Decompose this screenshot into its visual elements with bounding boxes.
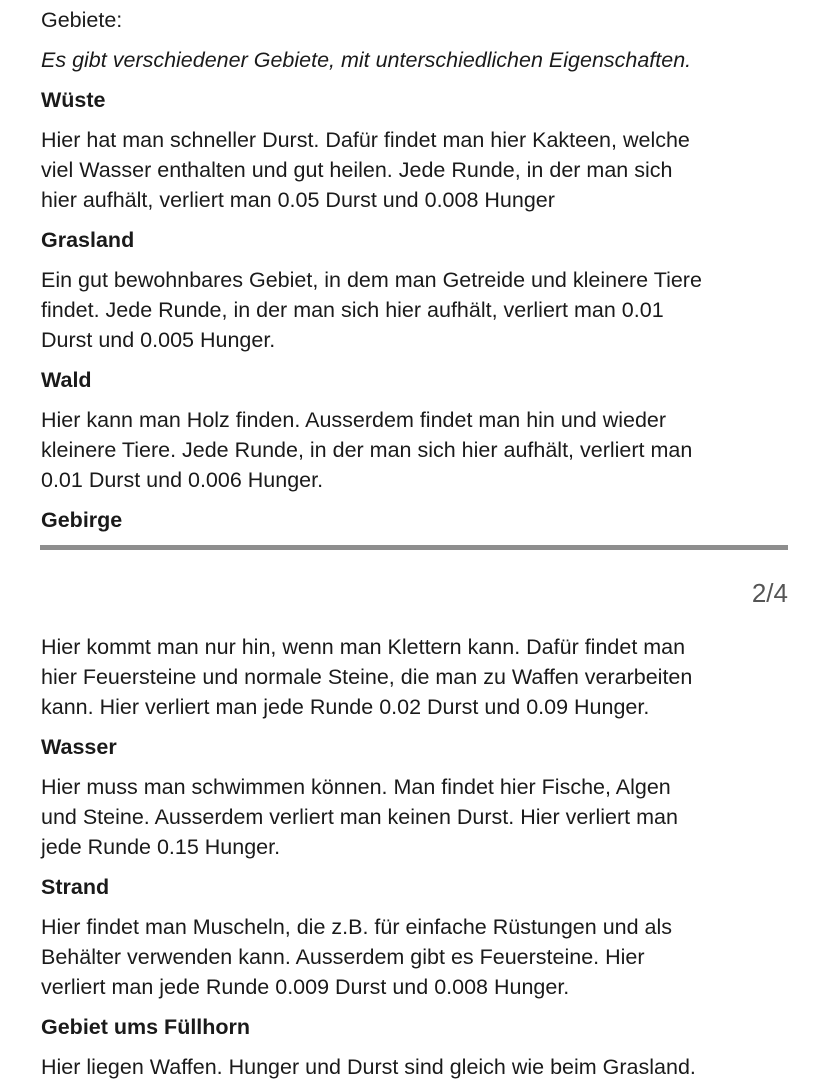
paragraph-line: viel Wasser enthalten und gut heilen. Jede Runde, in der man sich bbox=[41, 158, 673, 182]
section-label: Gebiete: bbox=[41, 8, 123, 32]
heading-wald: Wald bbox=[41, 368, 92, 392]
paragraph-line: 0.01 Durst und 0.006 Hunger. bbox=[41, 468, 324, 492]
paragraph-line: Durst und 0.005 Hunger. bbox=[41, 328, 276, 352]
paragraph-line: Ein gut bewohnbares Gebiet, in dem man Getreide und kleinere Tiere bbox=[41, 268, 702, 292]
paragraph-line: verliert man jede Runde 0.009 Durst und 0.008 Hunger. bbox=[41, 975, 570, 999]
paragraph-line: Hier hat man schneller Durst. Dafür findet man hier Kakteen, welche bbox=[41, 128, 690, 152]
paragraph-line: kann. Hier verliert man jede Runde 0.02 Durst und 0.09 Hunger. bbox=[41, 695, 650, 719]
paragraph-line: und Steine. Ausserdem verliert man keinen Durst. Hier verliert man bbox=[41, 805, 678, 829]
paragraph-line: kleinere Tiere. Jede Runde, in der man sich hier aufhält, verliert man bbox=[41, 438, 693, 462]
paragraph-line: Hier muss man schwimmen können. Man findet hier Fische, Algen bbox=[41, 775, 671, 799]
heading-wasser: Wasser bbox=[41, 735, 117, 759]
paragraph-line: Hier liegen Waffen. Hunger und Durst sind gleich wie beim Grasland. bbox=[41, 1055, 696, 1079]
paragraph-line: findet. Jede Runde, in der man sich hier aufhält, verliert man 0.01 bbox=[41, 298, 664, 322]
paragraph-line: Hier kann man Holz finden. Ausserdem findet man hin und wieder bbox=[41, 408, 667, 432]
page-number: 2/4 bbox=[751, 578, 788, 608]
paragraph-line: hier Feuersteine und normale Steine, die man zu Waffen verarbeiten bbox=[41, 665, 693, 689]
paragraph-line: jede Runde 0.15 Hunger. bbox=[41, 835, 281, 859]
heading-wueste: Wüste bbox=[41, 88, 106, 112]
heading-grasland: Grasland bbox=[41, 228, 135, 252]
heading-fuellhorn: Gebiet ums Füllhorn bbox=[41, 1015, 251, 1039]
paragraph-line: Behälter verwenden kann. Ausserdem gibt es Feuersteine. Hier bbox=[41, 945, 645, 969]
paragraph-line: hier aufhält, verliert man 0.05 Durst und 0.008 Hunger bbox=[41, 188, 555, 212]
paragraph-line: Hier findet man Muscheln, die z.B. für einfache Rüstungen und als bbox=[41, 915, 673, 939]
heading-strand: Strand bbox=[41, 875, 110, 899]
paragraph-line: Hier kommt man nur hin, wenn man Klettern kann. Dafür findet man bbox=[41, 635, 686, 659]
intro-subtitle: Es gibt verschiedener Gebiete, mit unterschiedlichen Eigenschaften. bbox=[41, 48, 692, 72]
heading-gebirge: Gebirge bbox=[41, 508, 123, 532]
page-break-divider bbox=[40, 545, 788, 550]
